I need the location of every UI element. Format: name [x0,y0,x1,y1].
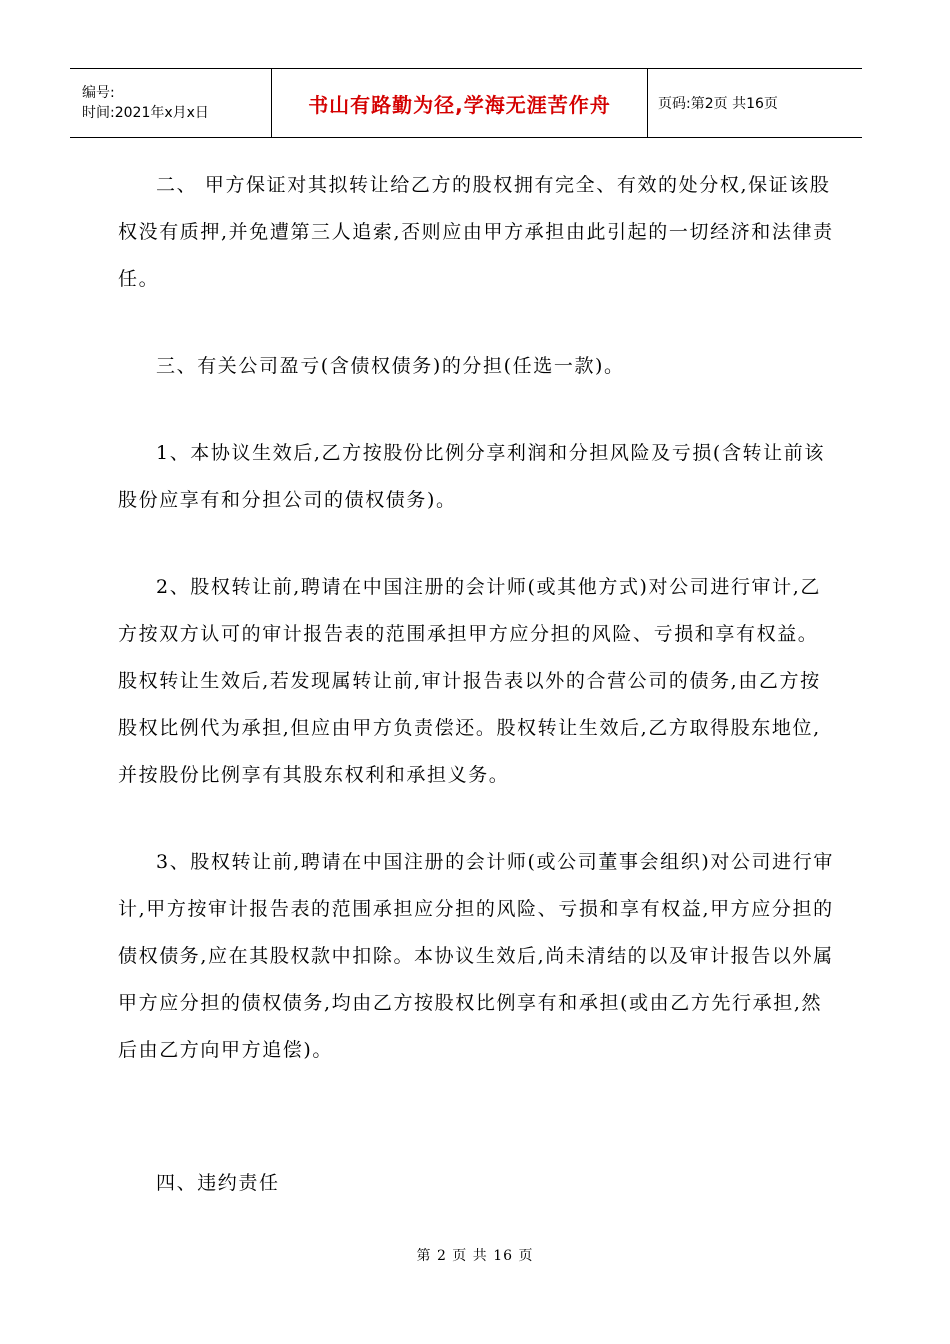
document-time-label: 时间:2021年x月x日 [82,105,209,121]
header-motto: 书山有路勤为径,学海无涯苦作舟 [308,92,611,117]
document-number-label: 编号: [82,85,115,101]
clause-four-heading: 四、违约责任 [156,1172,280,1194]
header-page-cell [648,69,862,137]
header-page-number: 页码:第2页 共16页 [658,96,778,112]
header-meta [70,69,272,137]
clause-three-option-2: 2、股权转让前,聘请在中国注册的会计师(或其他方式)对公司进行审计,乙方按双方认可的审计报告表的范围承担甲方应分担的风险、亏损和享有权益。股权转让生效后,若发现属转让前,审计报告表以外的合营公司的债务,由乙方按股权比例代为承担,但应由甲方负责偿还。股权转让生效后,乙方取得股东地位,并按股份比例享有其股东权利和承担义务。 [118,576,821,786]
document-body [118,162,834,1207]
header-motto-cell [272,69,648,137]
clause-two: 二、 甲方保证对其拟转让给乙方的股权拥有完全、有效的处分权,保证该股权没有质押,并免遭第三人追索,否则应由甲方承担由此引起的一切经济和法律责任。 [118,174,834,290]
page-header [70,68,862,138]
clause-three-option-1: 1、本协议生效后,乙方按股份比例分享利润和分担风险及亏损(含转让前该股份应享有和分担公司的债权债务)。 [118,442,825,511]
clause-three-heading: 三、有关公司盈亏(含债权债务)的分担(任选一款)。 [156,355,625,377]
clause-three-option-3: 3、股权转让前,聘请在中国注册的会计师(或公司董事会组织)对公司进行审计,甲方按审计报告表的范围承担应分担的风险、亏损和享有权益,甲方应分担的债权债务,应在其股权款中扣除。本协议生效后,尚未清结的以及审计报告以外属甲方应分担的债权债务,均由乙方按股权比例享有和承担(或由乙方先行承担,然后由乙方向甲方追偿)。 [118,851,834,1061]
page-footer: 第 2 页 共 16 页 [416,1248,534,1264]
